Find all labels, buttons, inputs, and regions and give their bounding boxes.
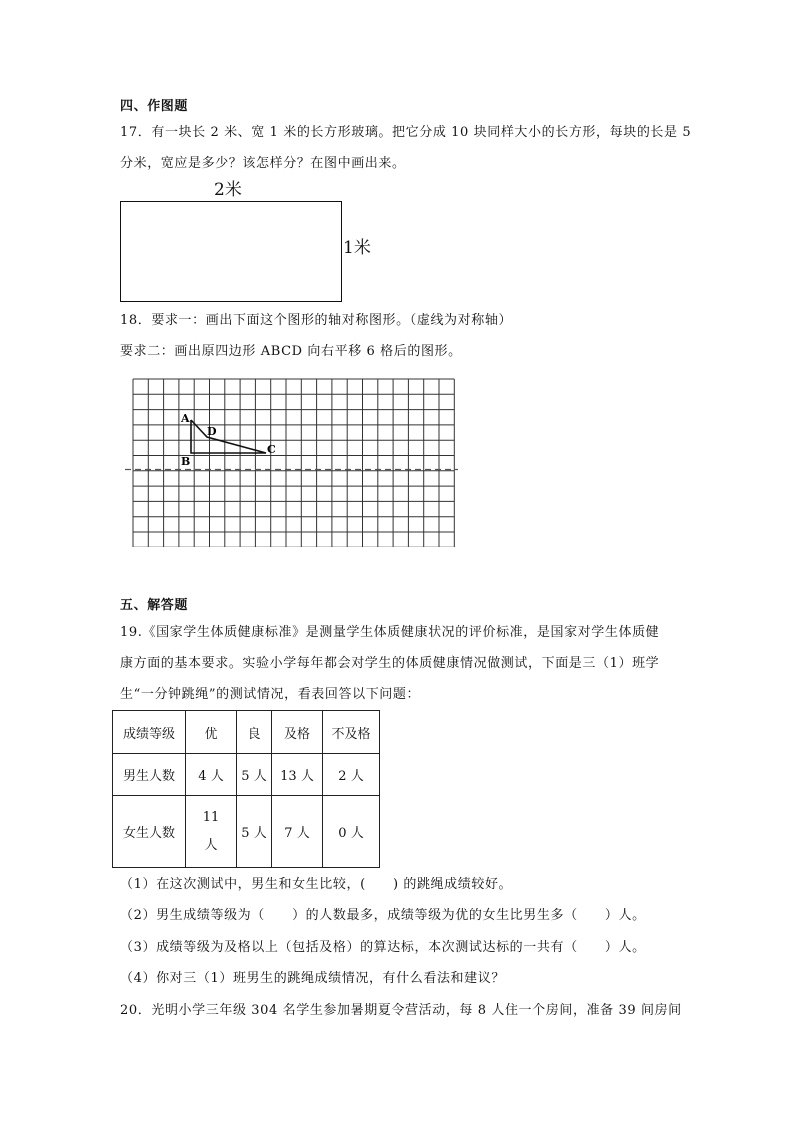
header-cell: 优 [186, 711, 237, 754]
grid-figure[interactable] [125, 375, 460, 547]
question-19-line-3: 生“一分钟跳绳”的测试情况，看表回答以下问题： [120, 687, 421, 702]
point-d-label: D [207, 425, 217, 438]
table-cell: 2 人 [323, 754, 380, 796]
cell-unit: 人 [204, 837, 218, 853]
row-label: 男生人数 [113, 754, 186, 796]
table-header-row [113, 711, 380, 754]
table-cell: 7 人 [272, 796, 323, 868]
table-cell: 5 人 [237, 796, 272, 868]
point-b-label: B [181, 455, 191, 468]
table-cell: 0 人 [323, 796, 380, 868]
header-cell: 良 [237, 711, 272, 754]
point-c-label: C [267, 443, 276, 456]
question-18-line-1: 18．要求一：画出下面这个图形的轴对称图形。（虚线为对称轴） [120, 313, 513, 328]
question-18-line-2: 要求二：画出原四边形 ABCD 向右平移 6 格后的图形。 [120, 344, 462, 359]
question-19-sub-4: （4）你对三（1）班男生的跳绳成绩情况，有什么看法和建议？ [120, 971, 505, 986]
question-19-sub-2: （2）男生成绩等级为（ ）的人数最多，成绩等级为优的女生比男生多（ ）人。 [120, 908, 646, 923]
section-heading-answers: 五、解答题 [120, 598, 189, 613]
question-17-line-1: 17．有一块长 2 米、宽 1 米的长方形玻璃。把它分成 10 块同样大小的长方形，每块的长是 5 [120, 125, 692, 140]
row-label: 女生人数 [113, 796, 186, 868]
question-19-line-1: 19.《国家学生体质健康标准》是测量学生体质健康状况的评价标准，是国家对学生体质健 [120, 625, 660, 640]
cell-number: 11 [202, 809, 220, 825]
jump-rope-score-table [112, 710, 380, 868]
question-19-sub-3: （3）成绩等级为及格以上（包括及格）的算达标，本次测试达标的一共有（ ）人。 [120, 940, 646, 955]
table-cell [186, 796, 237, 868]
question-19-line-2: 康方面的基本要求。实验小学每年都会对学生的体质健康情况做测试，下面是三（1）班学 [120, 656, 660, 671]
header-cell: 不及格 [323, 711, 380, 754]
header-cell: 成绩等级 [113, 711, 186, 754]
table-cell: 13 人 [272, 754, 323, 796]
table-cell: 4 人 [186, 754, 237, 796]
header-cell: 及格 [272, 711, 323, 754]
rectangle-length-label: 2米 [214, 180, 242, 200]
table-row-girls [113, 796, 380, 868]
table-row-boys [113, 754, 380, 796]
point-a-label: A [181, 412, 190, 425]
glass-rectangle[interactable] [120, 201, 342, 302]
question-20-line-1: 20．光明小学三年级 304 名学生参加暑期夏令营活动，每 8 人住一个房间，准备 39 间房间 [120, 1003, 682, 1018]
section-heading-drawing: 四、作图题 [120, 99, 189, 114]
table-cell: 5 人 [237, 754, 272, 796]
question-19-sub-1: （1）在这次测试中，男生和女生比较，( ) 的跳绳成绩较好。 [120, 877, 513, 892]
question-17-line-2: 分米，宽应是多少？该怎样分？在图中画出来。 [120, 156, 406, 171]
rectangle-width-label: 1米 [343, 238, 371, 258]
